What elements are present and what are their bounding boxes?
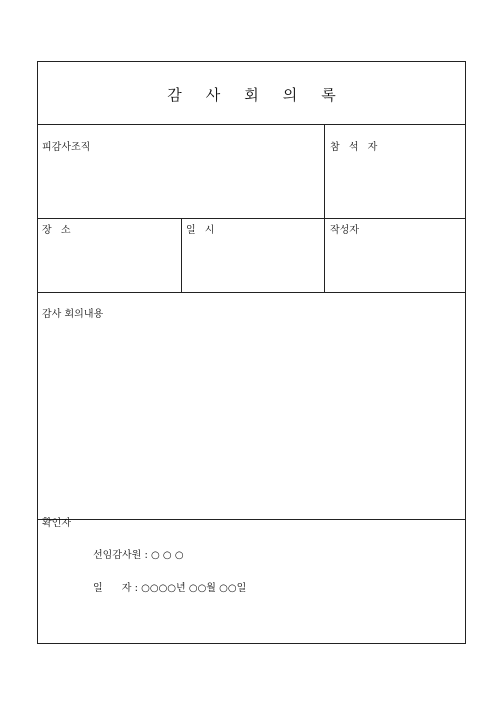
divider-contents	[38, 519, 465, 520]
place-label: 장 소	[42, 225, 74, 236]
audit-meeting-form	[37, 61, 466, 644]
title-char: 록	[321, 86, 336, 104]
divider-place	[181, 218, 182, 292]
auditor-line: 선임감사원 : ○ ○ ○	[93, 550, 184, 561]
divider-datetime	[324, 218, 325, 292]
title-char: 의	[282, 86, 298, 104]
divider-title	[38, 124, 465, 125]
attendees-label: 참 석 자	[330, 142, 381, 153]
divider-org-row	[38, 218, 465, 219]
divider-attendees	[324, 124, 325, 218]
contents-label: 감사 회의내용	[42, 309, 104, 320]
title-char: 회	[244, 86, 259, 104]
date-line: 일 자 : ○○○○년 ○○월 ○○일	[93, 583, 247, 594]
title-char: 감	[167, 86, 182, 104]
writer-label: 작성자	[330, 225, 359, 236]
title-char: 사	[205, 86, 221, 104]
confirm-label: 확인자	[42, 518, 71, 529]
form-title	[38, 84, 465, 105]
divider-place-row	[38, 292, 465, 293]
datetime-label: 일 시	[186, 225, 218, 236]
audited-org-label: 피감사조직	[42, 142, 91, 153]
